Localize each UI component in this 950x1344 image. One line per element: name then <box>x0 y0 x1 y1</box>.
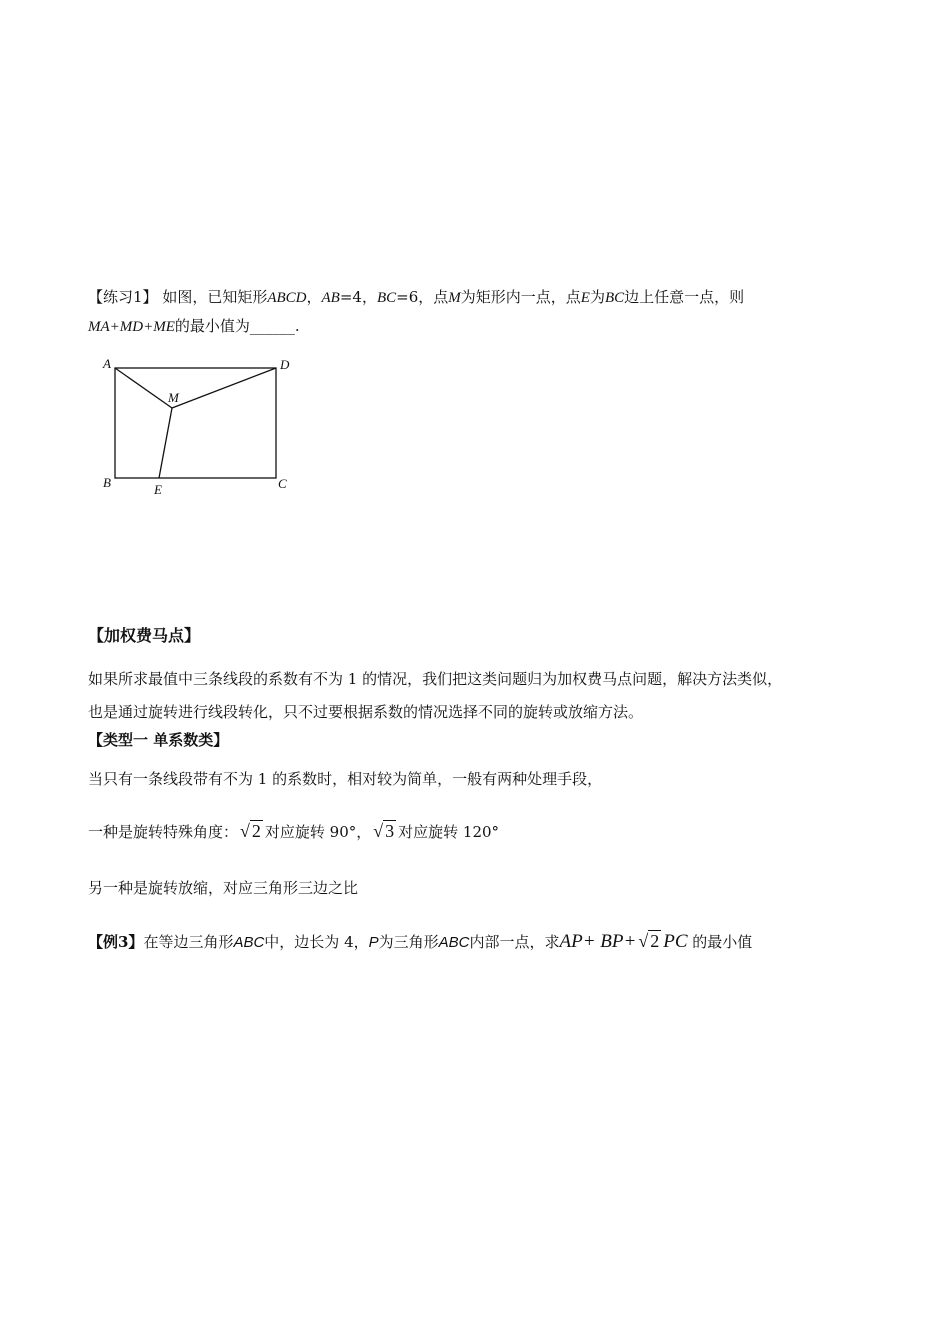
exercise-label: 【练习1】 <box>88 288 158 306</box>
radicand: 3 <box>385 821 395 841</box>
radicand: 2 <box>650 931 660 951</box>
exercise-text: 的最小值为______. <box>174 317 300 335</box>
segment-ab: AB <box>321 290 340 306</box>
expression-part: AP+ BP+ <box>559 931 637 952</box>
point-m: M <box>448 290 461 306</box>
exercise-text: 为矩形内一点，点 <box>460 288 581 306</box>
label-e: E <box>154 482 162 497</box>
section-paragraph-4 <box>88 820 499 842</box>
type-title: 【类型一 单系数类】 <box>88 731 229 749</box>
text: 的最小值 <box>687 933 753 951</box>
section-paragraph-3: 当只有一条线段带有不为 1 的系数时，相对较为简单，一般有两种处理手段， <box>88 770 603 788</box>
segment-ma <box>115 368 172 408</box>
section-paragraph-5: 另一种是旋转放缩，对应三角形三边之比 <box>88 879 359 897</box>
label-d: D <box>280 357 290 372</box>
triangle-name: ABC <box>233 934 265 951</box>
segment-me <box>159 408 172 478</box>
label-c: C <box>278 476 287 491</box>
example-3-line <box>88 930 752 953</box>
sqrt-2: √ 2 <box>240 821 261 841</box>
point-p: P <box>368 934 379 951</box>
sqrt-2-expression: √ 2 <box>638 931 660 951</box>
segment-bc: BC <box>376 290 397 306</box>
exercise-text: 如图，已知矩形 <box>157 288 268 306</box>
text: 对应旋转 90°， <box>264 823 372 841</box>
exercise-text: 为 <box>589 288 605 306</box>
exercise-text: ， <box>306 288 322 306</box>
rect-name: ABCD <box>267 290 307 306</box>
rectangle-diagram <box>100 352 300 500</box>
exercise-expression: MA+MD+ME <box>88 319 175 335</box>
sqrt-3: √ 3 <box>373 821 395 841</box>
label-a: A <box>103 356 111 371</box>
text: 内部一点，求 <box>469 933 560 951</box>
label-m: M <box>168 390 179 405</box>
text: 对应旋转 120° <box>398 823 500 841</box>
text: 中，边长为 4， <box>264 933 369 951</box>
expression-part: PC <box>663 931 688 952</box>
section-paragraph-2: 也是通过旋转进行线段转化，只不过要根据系数的情况选择不同的旋转或放缩方法。 <box>88 703 644 721</box>
exercise-text: =6，点 <box>396 288 449 306</box>
triangle-name: ABC <box>438 934 470 951</box>
exercise-1-line-2 <box>88 316 300 337</box>
section-title: 【加权费马点】 <box>88 626 201 645</box>
radicand: 2 <box>251 821 261 841</box>
segment-bc: BC <box>604 290 625 306</box>
exercise-1-line-1 <box>88 287 744 308</box>
exercise-text: 边上任意一点，则 <box>624 288 745 306</box>
text: 一种是旋转特殊角度： <box>88 823 239 841</box>
label-b: B <box>103 475 111 490</box>
text: 为三角形 <box>378 933 439 951</box>
rectangle-figure <box>100 352 300 500</box>
exercise-text: =4， <box>339 288 377 306</box>
text: 在等边三角形 <box>143 933 234 951</box>
point-e: E <box>580 290 590 306</box>
example-label: 【例3】 <box>88 933 144 951</box>
section-paragraph-1: 如果所求最值中三条线段的系数有不为 1 的情况，我们把这类问题归为加权费马点问题，解决方法类似， <box>88 670 783 688</box>
segment-md <box>172 368 276 408</box>
